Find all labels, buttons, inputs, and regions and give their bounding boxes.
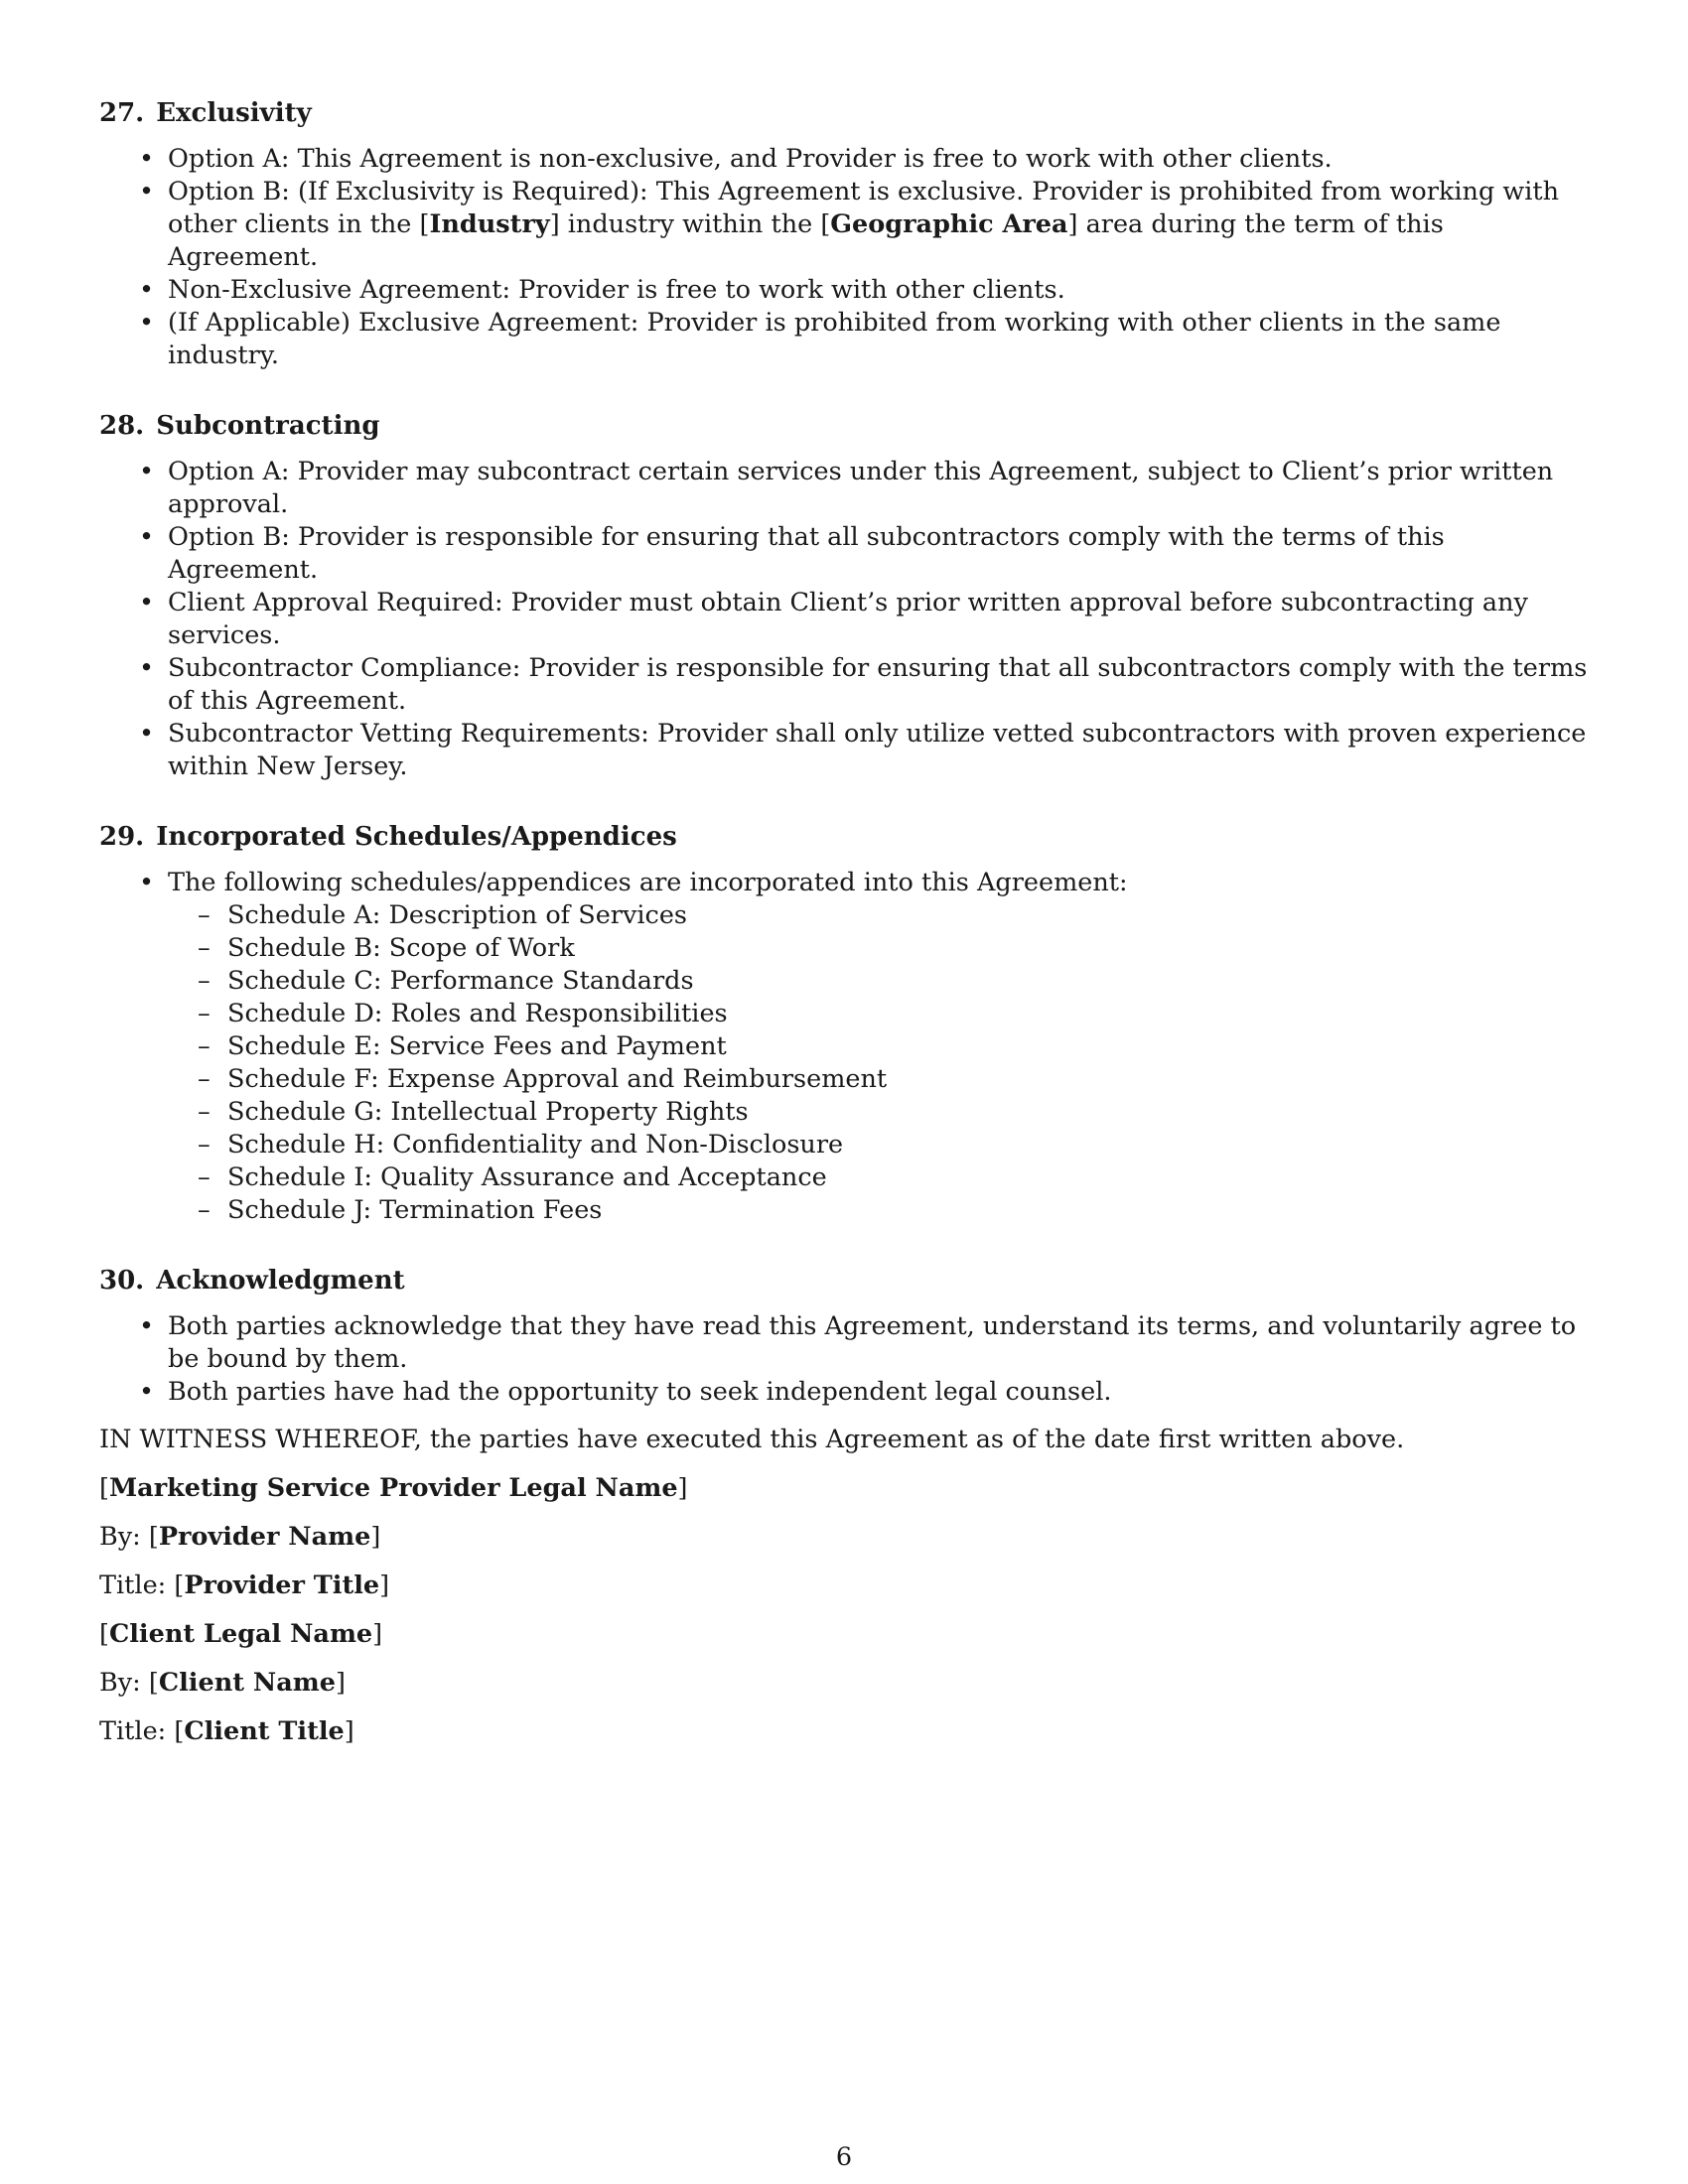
section-heading: 28. Subcontracting bbox=[99, 411, 380, 441]
schedule-item: – Schedule I: Quality Assurance and Acceptance bbox=[168, 1161, 1592, 1194]
schedule-item: – Schedule D: Roles and Responsibilities bbox=[168, 998, 1592, 1030]
signature-block bbox=[99, 1472, 1592, 1748]
client-by-line: By: [Client Name] bbox=[99, 1668, 346, 1698]
schedule-item: – Schedule A: Description of Services bbox=[168, 899, 1592, 932]
section-heading: 27. Exclusivity bbox=[99, 98, 312, 128]
placeholder-geographic-area: Geographic Area bbox=[830, 209, 1068, 239]
bullet-list bbox=[99, 143, 1592, 372]
list-item: • Non-Exclusive Agreement: Provider is free to work with other clients. bbox=[99, 274, 1592, 307]
client-legal-name: [Client Legal Name] bbox=[99, 1619, 383, 1649]
list-item: • Subcontractor Compliance: Provider is responsible for ensuring that all subcontractors comply with the terms of this Agreement. bbox=[99, 652, 1592, 718]
section-acknowledgment bbox=[99, 1265, 1592, 1409]
provider-by-line: By: [Provider Name] bbox=[99, 1522, 381, 1552]
section-exclusivity bbox=[99, 97, 1592, 372]
schedule-item: – Schedule G: Intellectual Property Rights bbox=[168, 1096, 1592, 1129]
schedule-list bbox=[168, 899, 1592, 1227]
list-item: • Option B: Provider is responsible for ensuring that all subcontractors comply with the terms of this Agreement. bbox=[99, 521, 1592, 587]
list-item: • Both parties have had the opportunity to seek independent legal counsel. bbox=[99, 1376, 1592, 1409]
section-schedules bbox=[99, 821, 1592, 1227]
list-item: • Option A: Provider may subcontract certain services under this Agreement, subject to Client’s prior written approval. bbox=[99, 456, 1592, 521]
list-item: • (If Applicable) Exclusive Agreement: Provider is prohibited from working with other clients in the same industry. bbox=[99, 307, 1592, 372]
schedule-item: – Schedule J: Termination Fees bbox=[168, 1194, 1592, 1227]
schedule-item: – Schedule H: Confidentiality and Non-Disclosure bbox=[168, 1129, 1592, 1161]
list-item: • Option B: (If Exclusivity is Required): This Agreement is exclusive. Provider is prohibited from working with other clients in the [Industry] industry within the [Geographic Area] area during the term of this Agreement. bbox=[99, 176, 1592, 274]
section-heading: 30. Acknowledgment bbox=[99, 1266, 405, 1296]
placeholder-industry: Industry bbox=[429, 209, 550, 239]
bullet-list bbox=[99, 1310, 1592, 1409]
bullet-list bbox=[99, 456, 1592, 783]
witness-clause: IN WITNESS WHEREOF, the parties have executed this Agreement as of the date first written above. bbox=[99, 1425, 1405, 1454]
section-heading: 29. Incorporated Schedules/Appendices bbox=[99, 822, 677, 852]
client-title-line: Title: [Client Title] bbox=[99, 1716, 354, 1746]
bullet-list bbox=[99, 867, 1592, 1227]
schedule-item: – Schedule F: Expense Approval and Reimbursement bbox=[168, 1063, 1592, 1096]
page-number: 6 bbox=[835, 2142, 853, 2172]
document-page bbox=[99, 97, 1592, 1764]
schedule-item: – Schedule E: Service Fees and Payment bbox=[168, 1030, 1592, 1063]
schedule-item: – Schedule B: Scope of Work bbox=[168, 932, 1592, 965]
provider-legal-name: [Marketing Service Provider Legal Name] bbox=[99, 1473, 688, 1503]
schedule-item: – Schedule C: Performance Standards bbox=[168, 965, 1592, 998]
provider-title-line: Title: [Provider Title] bbox=[99, 1570, 390, 1600]
list-item: • Both parties acknowledge that they have read this Agreement, understand its terms, and voluntarily agree to be bound by them. bbox=[99, 1310, 1592, 1376]
list-item: • The following schedules/appendices are incorporated into this Agreement: – Schedule A: Description of Services – Schedule B: Scope of Work – Schedule C: Performance Standards – Schedule D: Roles and Responsibilities – Schedule E: Service Fees and Payment – Schedule F: Expense Approval and Reimbursement – Schedule G: Intellectual Property Rights – Schedule H: Confidentiality and Non-Disclosure – Schedule I: Quality Assurance and Acceptance – Schedule J: Termination Fees bbox=[99, 867, 1592, 1227]
list-item: • Option A: This Agreement is non-exclusive, and Provider is free to work with other clients. bbox=[99, 143, 1592, 176]
section-subcontracting bbox=[99, 410, 1592, 783]
list-item: • Client Approval Required: Provider must obtain Client’s prior written approval before subcontracting any services. bbox=[99, 587, 1592, 652]
list-item: • Subcontractor Vetting Requirements: Provider shall only utilize vetted subcontractors with proven experience within New Jersey. bbox=[99, 718, 1592, 783]
